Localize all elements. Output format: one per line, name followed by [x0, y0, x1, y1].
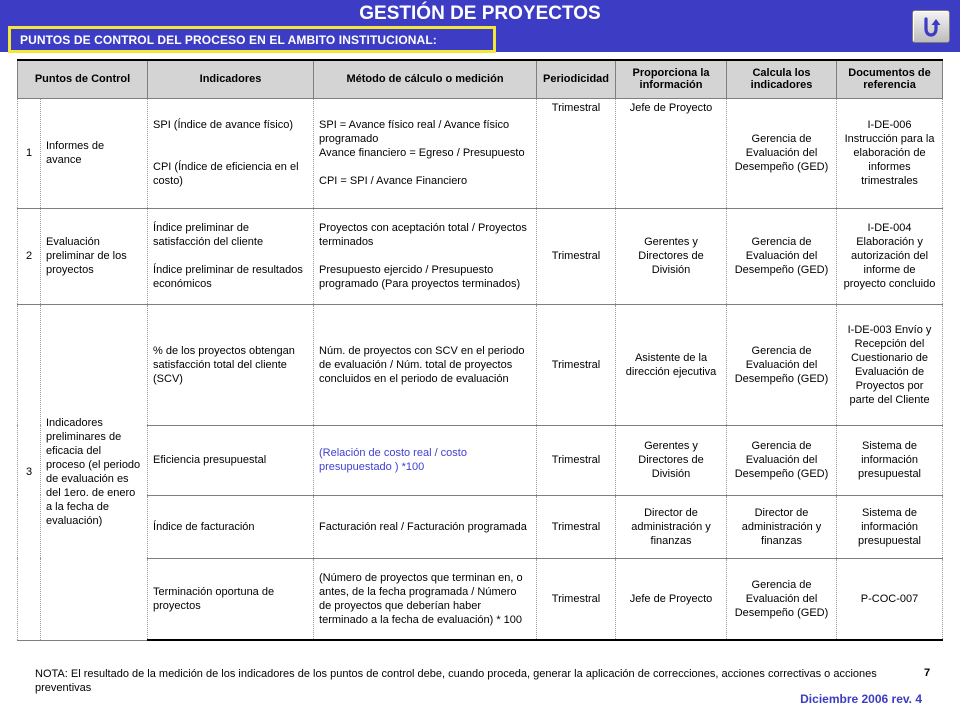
header-row: [18, 60, 943, 98]
method-cell: (Relación de costo real / costo presupuestado ) *100: [314, 425, 537, 495]
return-arrow-icon: [919, 15, 943, 39]
indicator-cell: % de los proyectos obtengan satisfacción total del cliente (SCV): [148, 304, 314, 425]
document-cell: Sistema de información presupuestal: [837, 425, 943, 495]
provider-cell: Asistente de la dirección ejecutiva: [616, 304, 727, 425]
indicator-text: Índice preliminar de satisfacción del cliente: [153, 222, 264, 248]
period-cell: Trimestral: [537, 208, 616, 304]
column-header: Puntos de Control: [18, 60, 148, 98]
footer-date: Diciembre 2006 rev. 4: [800, 692, 922, 706]
indicator-text: CPI (Índice de eficiencia en el costo): [153, 161, 299, 187]
period-cell: Trimestral: [537, 304, 616, 425]
method-text: CPI = SPI / Avance Financiero: [319, 175, 468, 187]
calculator-cell: Gerencia de Evaluación del Desempeño (GED): [727, 304, 837, 425]
section-title: PUNTOS DE CONTROL DEL PROCESO EN EL AMBITO INSTITUCIONAL:: [8, 26, 496, 53]
control-point-name: Informes de avance: [41, 98, 148, 208]
control-point-name: Evaluación preliminar de los proyectos: [41, 208, 148, 304]
method-cell: [314, 98, 537, 208]
back-button[interactable]: [912, 10, 950, 43]
document-cell: I-DE-004 Elaboración y autorización del informe de proyecto concluido: [837, 208, 943, 304]
table-row: [18, 98, 943, 208]
calculator-cell: Gerencia de Evaluación del Desempeño (GED): [727, 98, 837, 208]
method-text: Presupuesto ejercido / Presupuesto programado (Para proyectos terminados): [319, 264, 521, 290]
document-cell: P-COC-007: [837, 558, 943, 640]
control-points-table: [17, 59, 943, 641]
method-cell: (Número de proyectos que terminan en, o antes, de la fecha programada / Número de proyectos que deberían haber terminado a la fecha de evaluación) * 100: [314, 558, 537, 640]
indicator-cell: [148, 208, 314, 304]
table-row: [18, 558, 943, 640]
calculator-cell: Gerencia de Evaluación del Desempeño (GED): [727, 208, 837, 304]
provider-cell: Gerentes y Directores de División: [616, 425, 727, 495]
table-row: [18, 304, 943, 425]
indicator-text: Índice preliminar de resultados económicos: [153, 264, 303, 290]
indicator-cell: [148, 98, 314, 208]
method-cell: Facturación real / Facturación programada: [314, 495, 537, 558]
control-point-name: Indicadores preliminares de eficacia del proceso (el periodo de evaluación es del 1ero. de enero a la fecha de evaluación): [41, 304, 148, 640]
indicator-cell: Terminación oportuna de proyectos: [148, 558, 314, 640]
column-header: Proporciona la información: [616, 60, 727, 98]
calculator-cell: Gerencia de Evaluación del Desempeño (GED): [727, 558, 837, 640]
method-text: SPI = Avance físico real / Avance físico programado: [319, 119, 510, 145]
provider-cell: Gerentes y Directores de División: [616, 208, 727, 304]
column-header: Documentos de referencia: [837, 60, 943, 98]
period-cell: Trimestral: [537, 98, 616, 208]
control-points-table-wrap: [17, 59, 942, 641]
period-cell: Trimestral: [537, 495, 616, 558]
method-text: Proyectos con aceptación total / Proyectos terminados: [319, 222, 527, 248]
table-row: [18, 208, 943, 304]
method-cell: Núm. de proyectos con SCV en el periodo de evaluación / Núm. total de proyectos concluidos en el periodo de evaluación: [314, 304, 537, 425]
method-text: Avance financiero = Egreso / Presupuesto: [319, 147, 525, 159]
column-header: Método de cálculo o medición: [314, 60, 537, 98]
control-point-number: 3: [18, 304, 41, 640]
page-number: 7: [924, 667, 931, 679]
provider-cell: Director de administración y finanzas: [616, 495, 727, 558]
footer-note: NOTA: El resultado de la medición de los indicadores de los puntos de control debe, cuando proceda, generar la aplicación de correcciones, acciones correctivas o acciones preventivas: [35, 668, 877, 694]
page-title: GESTIÓN DE PROYECTOS: [359, 3, 601, 24]
indicator-text: SPI (Índice de avance físico): [153, 119, 294, 131]
control-point-number: 1: [18, 98, 41, 208]
column-header: Calcula los indicadores: [727, 60, 837, 98]
provider-cell: Jefe de Proyecto: [616, 98, 727, 208]
period-cell: Trimestral: [537, 425, 616, 495]
indicator-cell: Índice de facturación: [148, 495, 314, 558]
column-header: Periodicidad: [537, 60, 616, 98]
document-cell: I-DE-006 Instrucción para la elaboración de informes trimestrales: [837, 98, 943, 208]
control-point-number: 2: [18, 208, 41, 304]
table-row: [18, 495, 943, 558]
document-cell: Sistema de información presupuestal: [837, 495, 943, 558]
indicator-cell: Eficiencia presupuestal: [148, 425, 314, 495]
document-cell: I-DE-003 Envío y Recepción del Cuestionario de Evaluación de Proyectos por parte del Cliente: [837, 304, 943, 425]
provider-cell: Jefe de Proyecto: [616, 558, 727, 640]
table-row: [18, 425, 943, 495]
period-cell: Trimestral: [537, 558, 616, 640]
method-cell: [314, 208, 537, 304]
calculator-cell: Gerencia de Evaluación del Desempeño (GED): [727, 425, 837, 495]
column-header: Indicadores: [148, 60, 314, 98]
calculator-cell: Director de administración y finanzas: [727, 495, 837, 558]
